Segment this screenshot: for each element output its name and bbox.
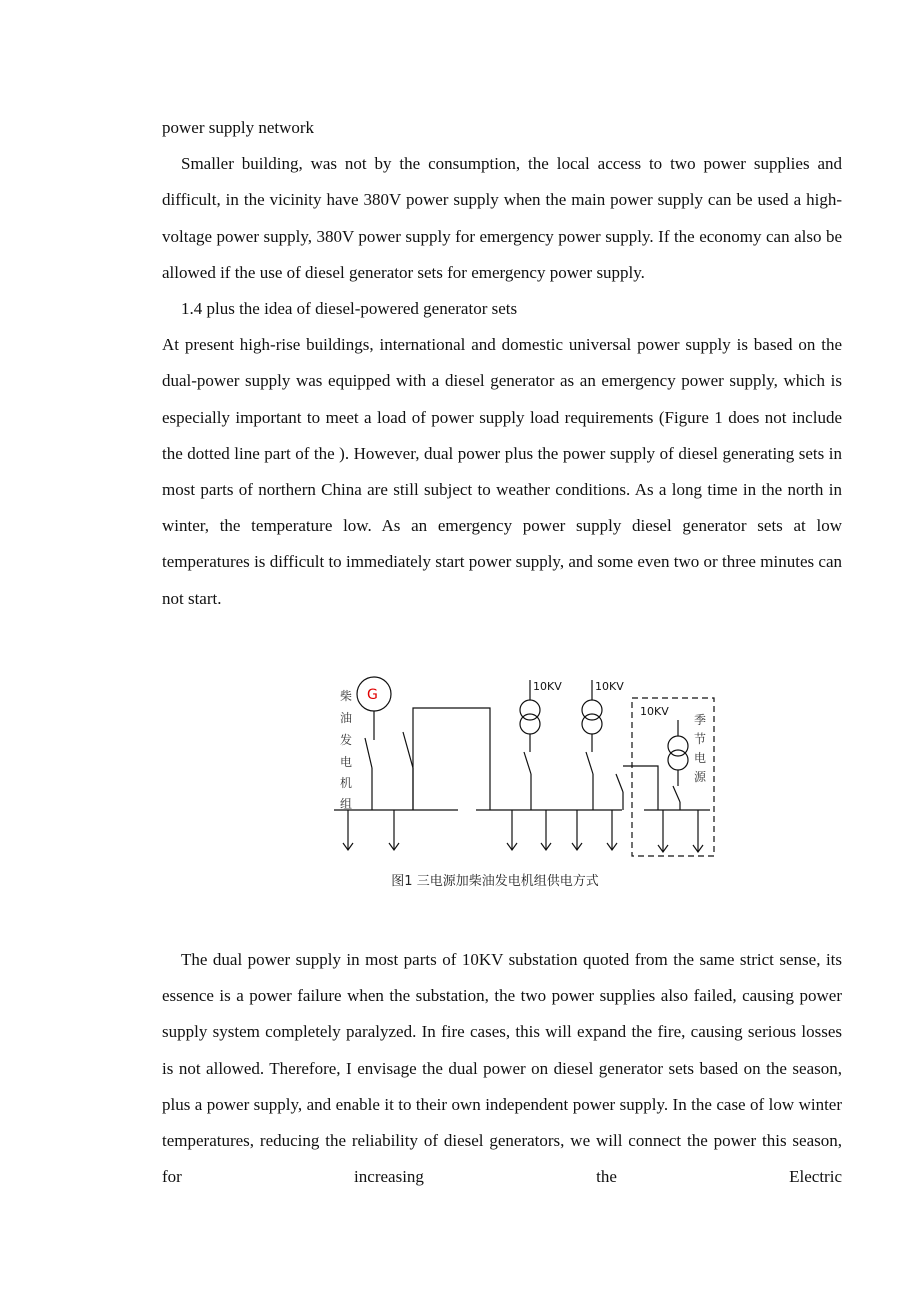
season-label-char: 源 <box>694 770 707 784</box>
switch-blade <box>403 732 413 768</box>
generator-symbol: G <box>367 687 378 703</box>
switch-blade <box>524 752 531 774</box>
text-block-bottom <box>162 942 842 1195</box>
transformer-label: 10KV <box>595 680 624 693</box>
figure-caption: 图1 三电源加柴油发电机组供电方式 <box>391 874 599 889</box>
figure-1 <box>330 670 730 900</box>
diesel-label-char: 电 <box>340 755 353 769</box>
load-arrows <box>343 810 703 852</box>
transformer-winding <box>520 714 540 734</box>
power-supply-diagram <box>330 670 730 870</box>
tie-line <box>623 766 658 810</box>
diesel-generator-label <box>340 688 352 811</box>
season-label-char: 电 <box>694 751 707 765</box>
switch-blade <box>673 786 680 802</box>
paragraph: The dual power supply in most parts of 10KV substation quoted from the same strict sense, its essence is a power failure when the substation, the two power supplies also failed, causing power supply system completely paralyzed. In fire cases, this will expand the fire, causing serious losses is not allowed. Therefore, I envisage the dual power on diesel generator sets based on the season, plus a power supply, and enable it to their own independent power supply. In the case of low winter temperatures, reducing the reliability of diesel generators, we will connect the power this season, for increasing the Electric <box>162 950 842 1187</box>
tie-line <box>413 708 490 810</box>
paragraph: At present high-rise buildings, international and domestic universal power supply is based on the dual-power supply was equipped with a diesel generator as an emergency power supply, which is especially important to meet a load of power supply load requirements (Figure 1 does not include the dotted line part of the ). However, dual power plus the power supply of diesel generating sets in most parts of northern China are still subject to weather conditions. As a long time in the north in winter, the temperature low. As an emergency power supply diesel generator sets at low temperatures is difficult to immediately start power supply, and some even two or three minutes can not start. <box>162 335 842 608</box>
text-block-top <box>162 110 842 617</box>
season-label-char: 季 <box>694 713 707 727</box>
transformer-label: 10KV <box>640 705 669 718</box>
diesel-label-char: 发 <box>340 733 353 747</box>
paragraph: power supply network <box>162 118 315 137</box>
diesel-label-char: 油 <box>340 711 353 725</box>
section-heading: 1.4 plus the idea of diesel-powered generator sets <box>181 299 518 319</box>
season-label-char: 节 <box>694 732 707 746</box>
diesel-label-char: 机 <box>340 776 353 790</box>
switch-blade <box>586 752 593 774</box>
transformer-label: 10KV <box>533 680 562 693</box>
diesel-label-char: 组 <box>340 797 353 811</box>
transformer-winding <box>668 750 688 770</box>
paragraph: Smaller building, was not by the consumption, the local access to two power supplies and difficult, in the vicinity have 380V power supply when the main power supply can be used a high-voltage power supply, 380V power supply for emergency power supply. If the economy can also be allowed if the use of diesel generator sets for emergency power supply. <box>162 154 842 282</box>
diesel-label-char: 柴 <box>340 689 353 703</box>
seasonal-power-label <box>694 712 707 784</box>
switch-blade <box>616 774 623 792</box>
transformer-winding <box>582 714 602 734</box>
switch-blade <box>365 738 372 768</box>
